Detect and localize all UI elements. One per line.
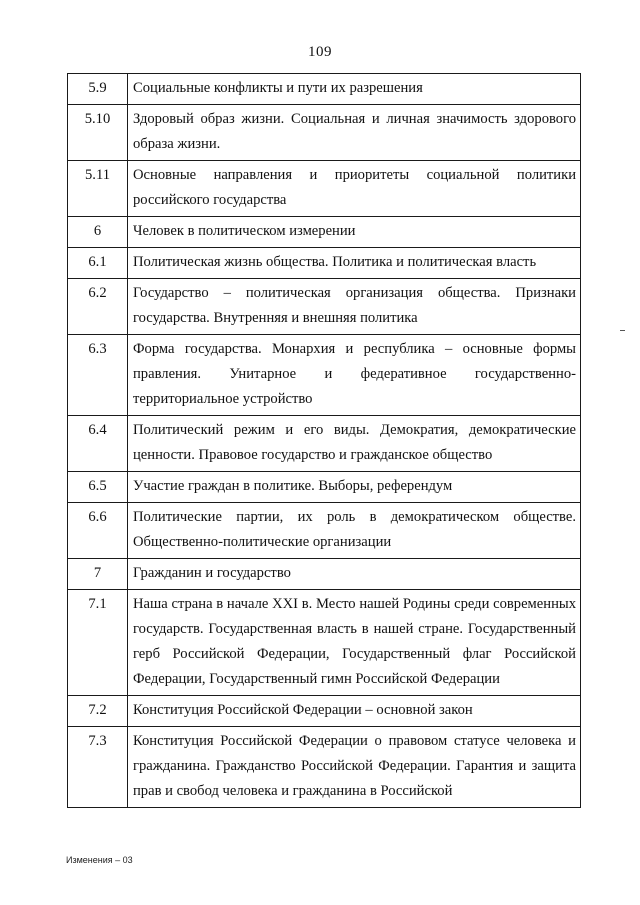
row-topic: Конституция Российской Федерации – основной закон xyxy=(128,696,581,727)
table-row xyxy=(68,217,581,248)
row-topic: Здоровый образ жизни. Социальная и личная значимость здорового образа жизни. xyxy=(128,105,581,161)
table-row xyxy=(68,279,581,335)
syllabus-table xyxy=(67,73,581,808)
row-topic: Политический режим и его виды. Демократия, демократические ценности. Правовое государство и гражданское общество xyxy=(128,416,581,472)
table-row xyxy=(68,335,581,416)
row-topic: Конституция Российской Федерации о правовом статусе человека и гражданина. Гражданство Российской Федерации. Гарантия и защита прав и свобод человека и гражданина в Российской xyxy=(128,727,581,808)
row-number: 6.4 xyxy=(68,416,128,472)
row-topic: Политическая жизнь общества. Политика и политическая власть xyxy=(128,248,581,279)
table-row xyxy=(68,105,581,161)
row-number: 6.3 xyxy=(68,335,128,416)
row-number: 6.1 xyxy=(68,248,128,279)
row-number: 5.10 xyxy=(68,105,128,161)
margin-mark xyxy=(620,330,625,331)
row-topic: Участие граждан в политике. Выборы, референдум xyxy=(128,472,581,503)
table-row xyxy=(68,416,581,472)
row-number: 5.9 xyxy=(68,74,128,105)
table-row xyxy=(68,248,581,279)
table-row xyxy=(68,503,581,559)
table-row xyxy=(68,559,581,590)
row-topic: Политические партии, их роль в демократическом обществе. Общественно-политические организации xyxy=(128,503,581,559)
row-topic: Наша страна в начале XXI в. Место нашей Родины среди современных государств. Государственная власть в нашей стране. Государственный герб Российской Федерации, Государственный флаг Российской Федерации, Государственный гимн Российской Федерации xyxy=(128,590,581,696)
row-number: 7.1 xyxy=(68,590,128,696)
row-number: 7.3 xyxy=(68,727,128,808)
table-row xyxy=(68,590,581,696)
table-row xyxy=(68,696,581,727)
footer-revision: Изменения – 03 xyxy=(66,855,133,865)
row-number: 6.5 xyxy=(68,472,128,503)
row-topic: Основные направления и приоритеты социальной политики российского государства xyxy=(128,161,581,217)
row-number: 7 xyxy=(68,559,128,590)
table-row xyxy=(68,727,581,808)
row-number: 5.11 xyxy=(68,161,128,217)
row-topic: Форма государства. Монархия и республика – основные формы правления. Унитарное и федеративное государственно-территориальное устройство xyxy=(128,335,581,416)
row-topic: Государство – политическая организация общества. Признаки государства. Внутренняя и внешняя политика xyxy=(128,279,581,335)
table-row xyxy=(68,472,581,503)
row-topic: Человек в политическом измерении xyxy=(128,217,581,248)
table-row xyxy=(68,74,581,105)
row-number: 6 xyxy=(68,217,128,248)
row-topic: Гражданин и государство xyxy=(128,559,581,590)
row-number: 7.2 xyxy=(68,696,128,727)
row-number: 6.6 xyxy=(68,503,128,559)
table-row xyxy=(68,161,581,217)
row-topic: Социальные конфликты и пути их разрешения xyxy=(128,74,581,105)
row-number: 6.2 xyxy=(68,279,128,335)
page-number: 109 xyxy=(308,44,332,60)
